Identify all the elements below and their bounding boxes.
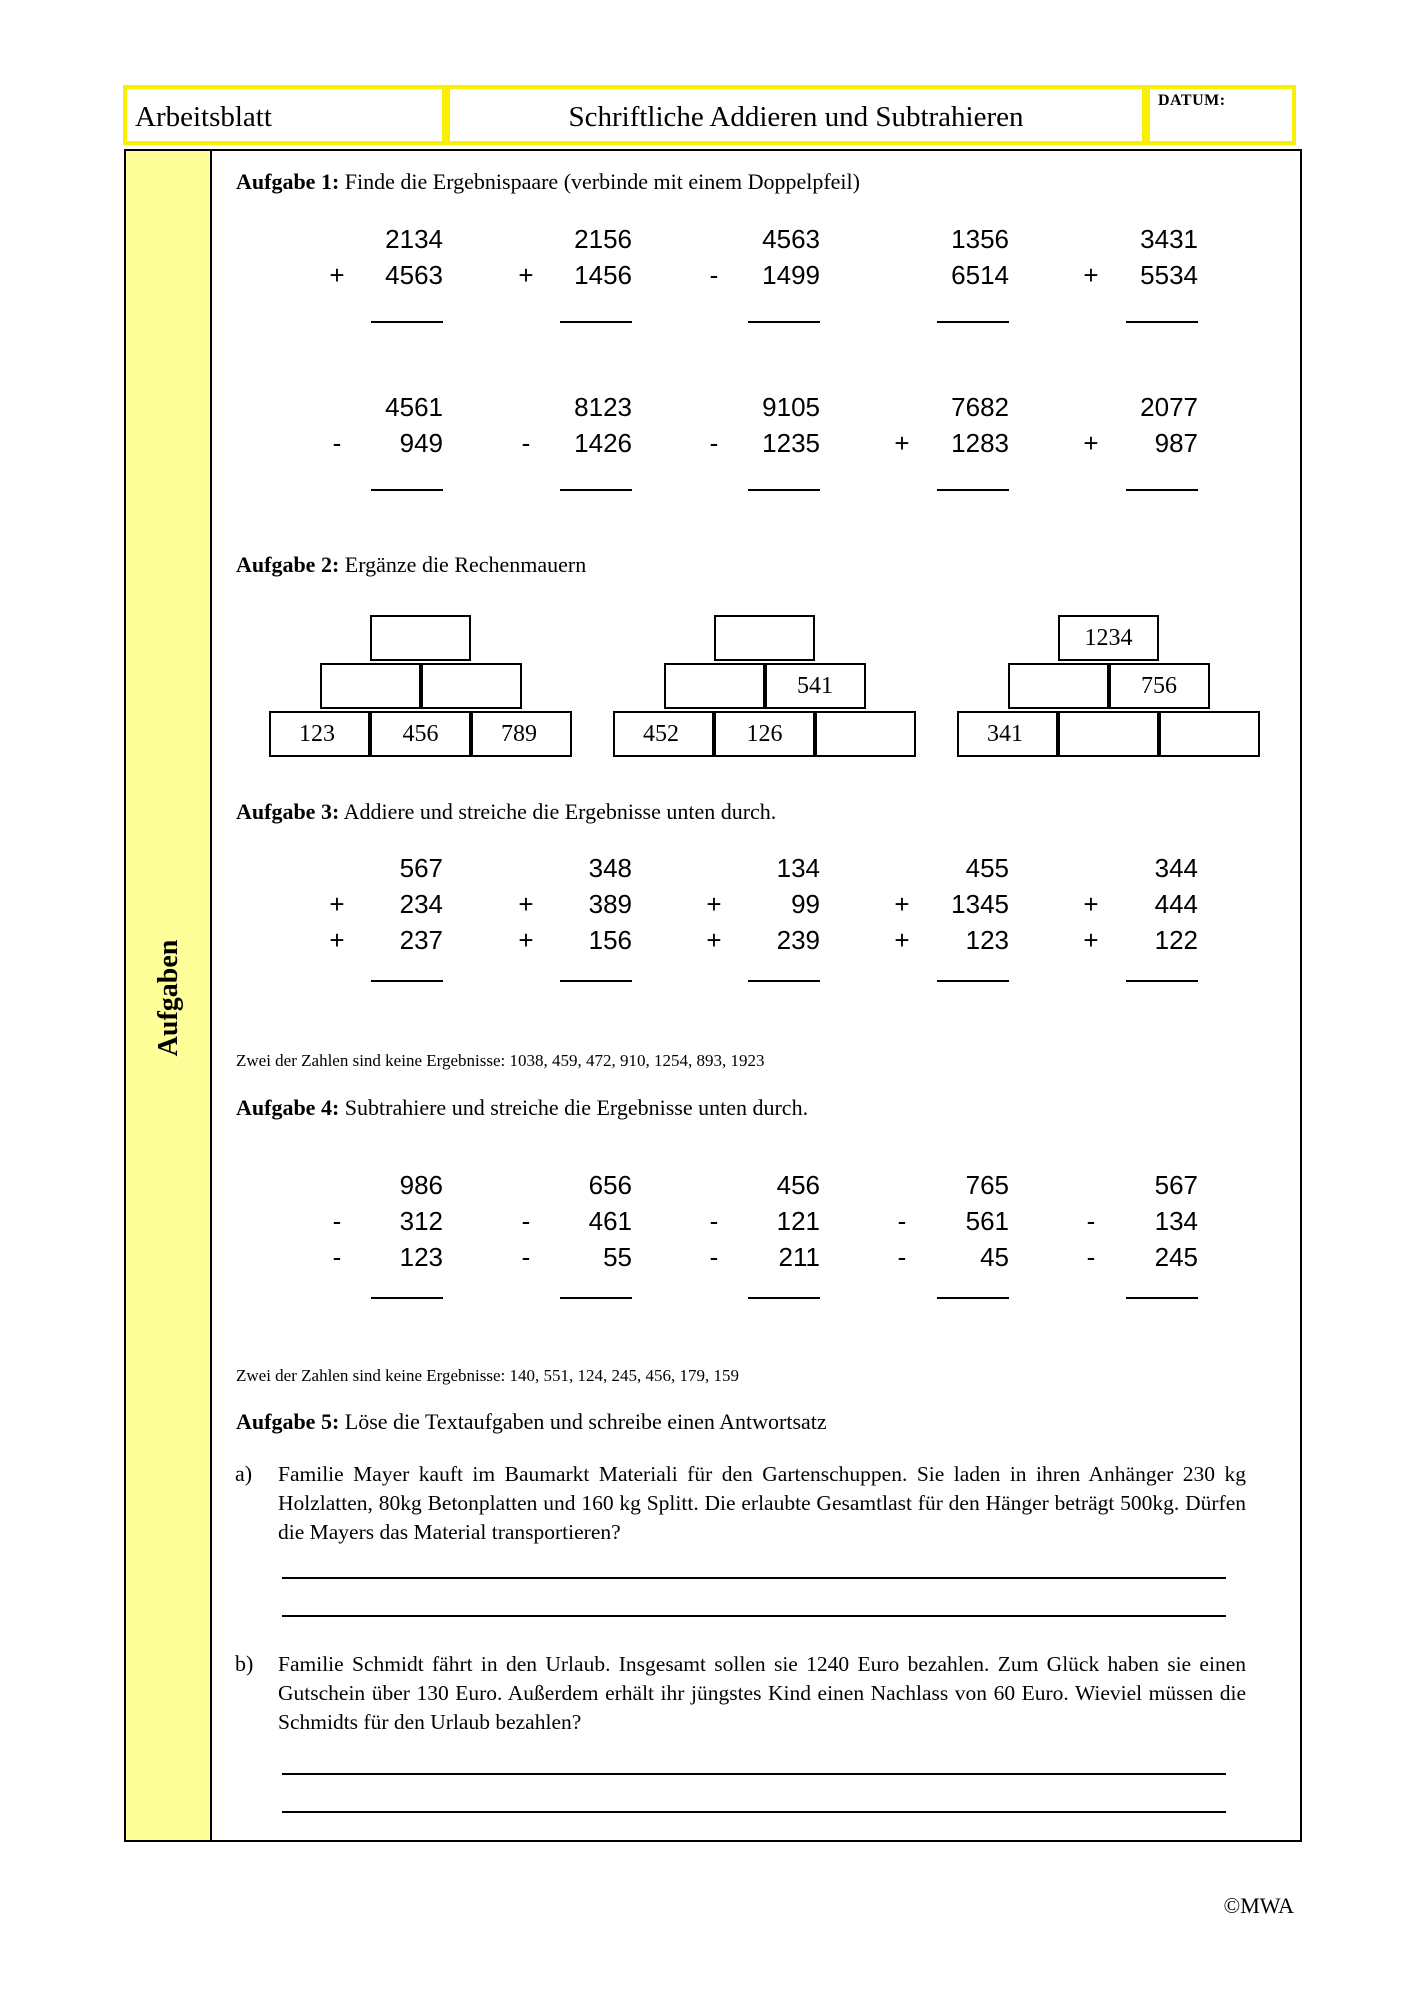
wall-brick[interactable] [1159, 711, 1260, 757]
result-line[interactable] [560, 321, 632, 323]
problem-row [515, 853, 632, 889]
operator-sign: - [521, 1206, 531, 1236]
task5-label: Aufgabe 5: [236, 1409, 340, 1434]
problem-row [515, 392, 632, 428]
problem-row [1080, 925, 1198, 961]
operator-sign: + [894, 889, 910, 919]
operator-sign: - [521, 1242, 531, 1272]
operand-number: 45 [980, 1242, 1009, 1272]
operand-number: 1356 [951, 224, 1009, 254]
wall-brick[interactable] [370, 615, 471, 661]
problem-row [703, 260, 820, 296]
answer-line-b2[interactable] [282, 1811, 1226, 1813]
result-line[interactable] [371, 489, 443, 491]
operator-sign: - [709, 260, 719, 290]
operator-sign: - [332, 1242, 342, 1272]
operator-sign: + [1083, 925, 1099, 955]
copyright: ©MWA [1223, 1893, 1294, 1918]
arithmetic-problem [891, 224, 1009, 296]
problem-row [515, 1206, 632, 1242]
result-line[interactable] [937, 489, 1009, 491]
result-line[interactable] [560, 1297, 632, 1299]
result-line[interactable] [371, 980, 443, 982]
brick-value: 452 [643, 721, 679, 747]
operator-sign: - [897, 1242, 907, 1272]
problem-row [1080, 260, 1198, 296]
problem-row [891, 1170, 1009, 1206]
operand-number: 5534 [1140, 260, 1198, 290]
header-title-cell [446, 85, 1146, 145]
operand-number: 1456 [574, 260, 632, 290]
problem-row [515, 889, 632, 925]
task5-heading [236, 1409, 827, 1435]
operator-sign: + [329, 925, 345, 955]
wall-brick[interactable] [1109, 663, 1210, 709]
header-date-cell[interactable] [1146, 85, 1296, 145]
problem-row [703, 224, 820, 260]
task3-note: Zwei der Zahlen sind keine Ergebnisse: 1038, 459, 472, 910, 1254, 893, 1923 [236, 1051, 765, 1070]
operand-number: 237 [399, 925, 443, 955]
operand-number: 4563 [385, 260, 443, 290]
problem-row [703, 889, 820, 925]
operand-number: 949 [399, 428, 443, 458]
wall-brick[interactable] [1058, 615, 1159, 661]
result-line[interactable] [748, 321, 820, 323]
result-line[interactable] [748, 1297, 820, 1299]
brick-value: 341 [987, 721, 1023, 747]
problem-row [703, 1206, 820, 1242]
problem-row [703, 1242, 820, 1278]
operand-number: 245 [1154, 1242, 1198, 1272]
result-line[interactable] [748, 489, 820, 491]
operator-sign: - [709, 1242, 719, 1272]
arithmetic-problem [1080, 1170, 1198, 1278]
arithmetic-problem [891, 1170, 1009, 1278]
operator-sign: + [1083, 428, 1099, 458]
side-label: Aufgaben [153, 939, 184, 1057]
problem-row [1080, 392, 1198, 428]
operand-number: 121 [776, 1206, 820, 1236]
operator-sign: - [1086, 1206, 1096, 1236]
operand-number: 456 [776, 1170, 820, 1200]
operand-number: 461 [588, 1206, 632, 1236]
problem-row [326, 260, 443, 296]
operator-sign: + [894, 428, 910, 458]
result-line[interactable] [1126, 1297, 1198, 1299]
wall-brick[interactable] [815, 711, 916, 757]
operand-number: 1345 [951, 889, 1009, 919]
operand-number: 239 [776, 925, 820, 955]
operator-sign: + [706, 925, 722, 955]
operand-number: 348 [588, 853, 632, 883]
brick-value: 123 [299, 721, 335, 747]
operator-sign: - [332, 428, 342, 458]
arithmetic-problem [515, 853, 632, 961]
arithmetic-problem [703, 392, 820, 464]
wall-brick[interactable] [421, 663, 522, 709]
problem-row [703, 925, 820, 961]
problem-row [326, 224, 443, 260]
wall-brick[interactable] [320, 663, 421, 709]
result-line[interactable] [1126, 489, 1198, 491]
brick-value: 456 [402, 721, 439, 747]
problem-row [326, 428, 443, 464]
brick-value: 789 [501, 721, 537, 747]
brick-value: 126 [746, 721, 783, 747]
operand-number: 234 [399, 889, 443, 919]
problem-row [1080, 889, 1198, 925]
wall-brick[interactable] [714, 615, 815, 661]
task5a-text: Familie Mayer kauft im Baumarkt Materiali für den Gartenschuppen. Sie laden in ihren Anhänger 230 kg Holzlatten, 80kg Betonplatten und 160 kg Splitt. Die erlaubte Gesamtlast für den Hänger beträgt 500kg. Dürfen die Mayers das Material transportieren? [278, 1462, 1246, 1544]
arithmetic-problem [891, 392, 1009, 464]
arithmetic-problem [1080, 392, 1198, 464]
task1-text: Finde die Ergebnispaare (verbinde mit einem Doppelpfeil) [339, 169, 860, 194]
problem-row [891, 853, 1009, 889]
answer-line-a1[interactable] [282, 1577, 1226, 1579]
operator-sign: + [329, 889, 345, 919]
wall-brick[interactable] [1058, 711, 1159, 757]
arithmetic-problem [703, 853, 820, 961]
task2-text: Ergänze die Rechenmauern [339, 552, 587, 577]
problem-row [891, 889, 1009, 925]
operand-number: 4561 [385, 392, 443, 422]
operator-sign: + [518, 925, 534, 955]
arithmetic-problem [326, 392, 443, 464]
problem-row [891, 925, 1009, 961]
problem-row [703, 428, 820, 464]
operand-number: 4563 [762, 224, 820, 254]
task3-label: Aufgabe 3: [236, 799, 340, 824]
problem-row [515, 428, 632, 464]
problem-row [703, 853, 820, 889]
arithmetic-problem [326, 1170, 443, 1278]
arithmetic-problem [1080, 853, 1198, 961]
operator-sign: + [518, 889, 534, 919]
operator-sign: - [332, 1206, 342, 1236]
wall-brick[interactable] [664, 663, 765, 709]
operator-sign: + [518, 260, 534, 290]
operand-number: 455 [965, 853, 1009, 883]
problem-row [515, 1170, 632, 1206]
result-line[interactable] [937, 321, 1009, 323]
arithmetic-problem [891, 853, 1009, 961]
problem-row [891, 1242, 1009, 1278]
operand-number: 9105 [762, 392, 820, 422]
operand-number: 1499 [762, 260, 820, 290]
operator-sign: - [709, 428, 719, 458]
result-line[interactable] [748, 980, 820, 982]
operand-number: 1283 [951, 428, 1009, 458]
operand-number: 987 [1154, 428, 1198, 458]
arithmetic-problem [515, 392, 632, 464]
operand-number: 3431 [1140, 224, 1198, 254]
operator-sign: + [329, 260, 345, 290]
problem-row [891, 260, 1009, 296]
operand-number: 2134 [385, 224, 443, 254]
answer-line-a2[interactable] [282, 1615, 1226, 1617]
result-line[interactable] [937, 980, 1009, 982]
problem-row [515, 1242, 632, 1278]
problem-row [703, 392, 820, 428]
wall-brick[interactable] [613, 711, 714, 757]
operand-number: 6514 [951, 260, 1009, 290]
brick-value: 756 [1141, 673, 1177, 699]
result-line[interactable] [560, 980, 632, 982]
wall-brick[interactable] [714, 711, 815, 757]
operand-number: 134 [1154, 1206, 1198, 1236]
operand-number: 561 [965, 1206, 1009, 1236]
worksheet-title: Schriftliche Addieren und Subtrahieren [568, 101, 1024, 133]
arithmetic-problem [326, 224, 443, 296]
problem-row [326, 1242, 443, 1278]
operator-sign: - [1086, 1242, 1096, 1272]
header-left-cell [123, 85, 446, 145]
wall-brick[interactable] [1008, 663, 1109, 709]
operand-number: 99 [791, 889, 820, 919]
problem-row [326, 853, 443, 889]
operator-sign: - [709, 1206, 719, 1236]
operand-number: 55 [603, 1242, 632, 1272]
task5b-label: b) [235, 1651, 254, 1676]
brick-value: 541 [797, 673, 833, 699]
wall-brick[interactable] [269, 711, 370, 757]
result-line[interactable] [1126, 321, 1198, 323]
operand-number: 1235 [762, 428, 820, 458]
task5a-label: a) [235, 1461, 253, 1486]
operand-number: 123 [965, 925, 1009, 955]
task2-label: Aufgabe 2: [236, 552, 340, 577]
problem-row [1080, 1170, 1198, 1206]
problem-row [515, 260, 632, 296]
problem-row [326, 925, 443, 961]
arithmetic-problem [326, 853, 443, 961]
operand-number: 2156 [574, 224, 632, 254]
answer-line-b1[interactable] [282, 1773, 1226, 1775]
wall-brick[interactable] [471, 711, 572, 757]
problem-row [891, 392, 1009, 428]
date-label: DATUM: [1158, 92, 1226, 109]
operand-number: 567 [1154, 1170, 1198, 1200]
result-line[interactable] [937, 1297, 1009, 1299]
operand-number: 656 [588, 1170, 632, 1200]
task5b-text: Familie Schmidt fährt in den Urlaub. Insgesamt sollen sie 1240 Euro bezahlen. Zum Glück haben sie einen Gutschein über 130 Euro. Außerdem erhält ihr jüngstes Kind einen Nachlass von 60 Euro. Wieviel müssen die Schmidts für den Urlaub bezahlen? [278, 1652, 1246, 1734]
result-line[interactable] [1126, 980, 1198, 982]
task4-note: Zwei der Zahlen sind keine Ergebnisse: 140, 551, 124, 245, 456, 179, 159 [236, 1366, 739, 1385]
task5-text: Löse die Textaufgaben und schreibe einen Antwortsatz [339, 1409, 827, 1434]
operator-sign: + [706, 889, 722, 919]
task3-heading [236, 799, 776, 825]
task3-text: Addiere und streiche die Ergebnisse unten durch. [339, 799, 777, 824]
problem-row [326, 392, 443, 428]
arithmetic-problem [515, 1170, 632, 1278]
problem-row [891, 1206, 1009, 1242]
operand-number: 123 [399, 1242, 443, 1272]
result-line[interactable] [371, 1297, 443, 1299]
operand-number: 1426 [574, 428, 632, 458]
problem-row [1080, 1206, 1198, 1242]
arithmetic-problem [515, 224, 632, 296]
task1-label: Aufgabe 1: [236, 169, 340, 194]
problem-row [1080, 1242, 1198, 1278]
task2-heading [236, 552, 586, 578]
operand-number: 2077 [1140, 392, 1198, 422]
operand-number: 986 [399, 1170, 443, 1200]
operand-number: 134 [776, 853, 820, 883]
arithmetic-problem [1080, 224, 1198, 296]
operand-number: 344 [1154, 853, 1198, 883]
problem-row [1080, 428, 1198, 464]
brick-value: 1234 [1084, 625, 1133, 651]
problem-row [326, 1170, 443, 1206]
problem-row [326, 889, 443, 925]
result-line[interactable] [560, 489, 632, 491]
problem-row [891, 224, 1009, 260]
operand-number: 156 [588, 925, 632, 955]
operand-number: 567 [399, 853, 443, 883]
task4-heading [236, 1095, 808, 1121]
operator-sign: + [1083, 260, 1099, 290]
wall-brick[interactable] [957, 711, 1058, 757]
problem-row [515, 925, 632, 961]
problem-row [1080, 224, 1198, 260]
problem-row [891, 428, 1009, 464]
result-line[interactable] [371, 321, 443, 323]
problem-row [703, 1170, 820, 1206]
problem-row [1080, 853, 1198, 889]
operator-sign: - [521, 428, 531, 458]
problem-row [515, 224, 632, 260]
operand-number: 8123 [574, 392, 632, 422]
operand-number: 7682 [951, 392, 1009, 422]
operand-number: 765 [965, 1170, 1009, 1200]
problem-row [326, 1206, 443, 1242]
arithmetic-problem [703, 1170, 820, 1278]
side-bar [126, 151, 212, 1840]
operand-number: 389 [588, 889, 632, 919]
operand-number: 122 [1154, 925, 1198, 955]
task4-label: Aufgabe 4: [236, 1095, 340, 1120]
arithmetic-problem [703, 224, 820, 296]
wall-brick[interactable] [370, 711, 471, 757]
operand-number: 444 [1154, 889, 1198, 919]
operator-sign: - [897, 1206, 907, 1236]
task1-heading [236, 169, 860, 195]
task4-text: Subtrahiere und streiche die Ergebnisse unten durch. [339, 1095, 809, 1120]
operator-sign: + [894, 925, 910, 955]
worksheet-label: Arbeitsblatt [135, 101, 272, 133]
operand-number: 211 [778, 1242, 820, 1272]
operand-number: 312 [399, 1206, 443, 1236]
wall-brick[interactable] [765, 663, 866, 709]
operator-sign: + [1083, 889, 1099, 919]
